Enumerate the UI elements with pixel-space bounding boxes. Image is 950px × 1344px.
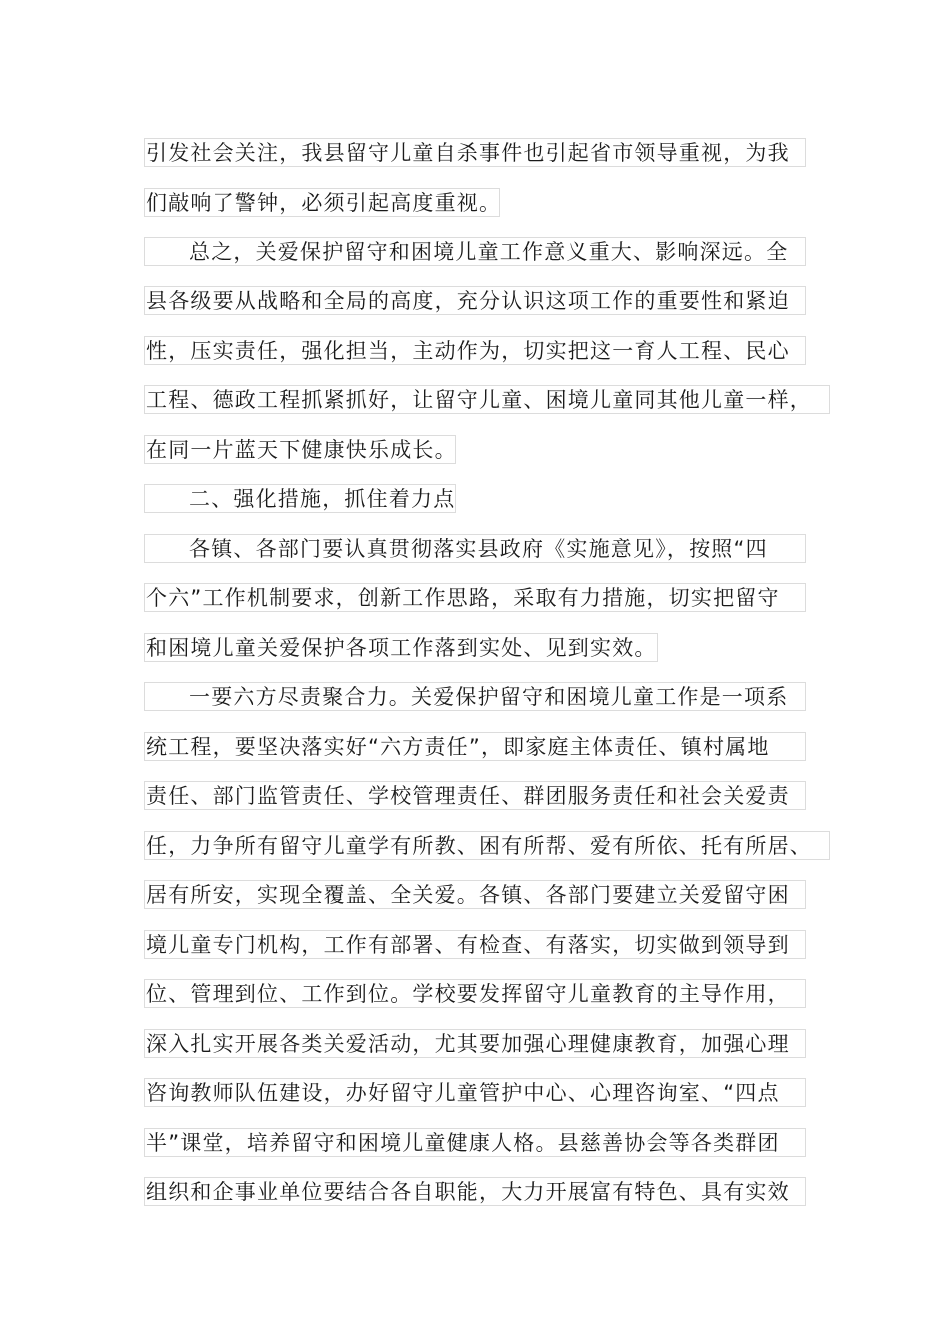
- text-line: 境儿童专门机构，工作有部署、有检查、有落实，切实做到领导到: [144, 930, 806, 959]
- text-line: 统工程，要坚决落实好“六方责任”，即家庭主体责任、镇村属地: [144, 732, 806, 761]
- text-line: 深入扎实开展各类关爱活动，尤其要加强心理健康教育，加强心理: [144, 1029, 806, 1058]
- paragraph-start-line: 一要六方尽责聚合力。关爱保护留守和困境儿童工作是一项系: [144, 682, 806, 711]
- text-line: 半”课堂，培养留守和困境儿童健康人格。县慈善协会等各类群团: [144, 1128, 806, 1157]
- text-line: 任，力争所有留守儿童学有所教、困有所帮、爱有所依、托有所居、: [144, 831, 830, 860]
- text-line: 居有所安，实现全覆盖、全关爱。各镇、各部门要建立关爱留守困: [144, 880, 806, 909]
- text-line: 咨询教师队伍建设，办好留守儿童管护中心、心理咨询室、“四点: [144, 1078, 806, 1107]
- text-line: 和困境儿童关爱保护各项工作落到实处、见到实效。: [144, 633, 658, 662]
- text-line: 们敲响了警钟，必须引起高度重视。: [144, 188, 500, 217]
- text-line: 个六”工作机制要求，创新工作思路，采取有力措施，切实把留守: [144, 583, 806, 612]
- text-line: 位、管理到位、工作到位。学校要发挥留守儿童教育的主导作用，: [144, 979, 806, 1008]
- text-line: 县各级要从战略和全局的高度，充分认识这项工作的重要性和紧迫: [144, 286, 806, 315]
- section-heading: 二、强化措施，抓住着力点: [144, 484, 456, 513]
- paragraph-start-line: 各镇、各部门要认真贯彻落实县政府《实施意见》，按照“四: [144, 534, 806, 563]
- text-line: 工程、德政工程抓紧抓好，让留守儿童、困境儿童同其他儿童一样，: [144, 385, 830, 414]
- text-line: 在同一片蓝天下健康快乐成长。: [144, 435, 456, 464]
- text-line: 组织和企事业单位要结合各自职能，大力开展富有特色、具有实效: [144, 1177, 806, 1206]
- paragraph-start-line: 总之，关爱保护留守和困境儿童工作意义重大、影响深远。全: [144, 237, 806, 266]
- text-line: 责任、部门监管责任、学校管理责任、群团服务责任和社会关爱责: [144, 781, 806, 810]
- text-line: 性，压实责任，强化担当，主动作为，切实把这一育人工程、民心: [144, 336, 806, 365]
- text-line: 引发社会关注，我县留守儿童自杀事件也引起省市领导重视，为我: [144, 138, 806, 167]
